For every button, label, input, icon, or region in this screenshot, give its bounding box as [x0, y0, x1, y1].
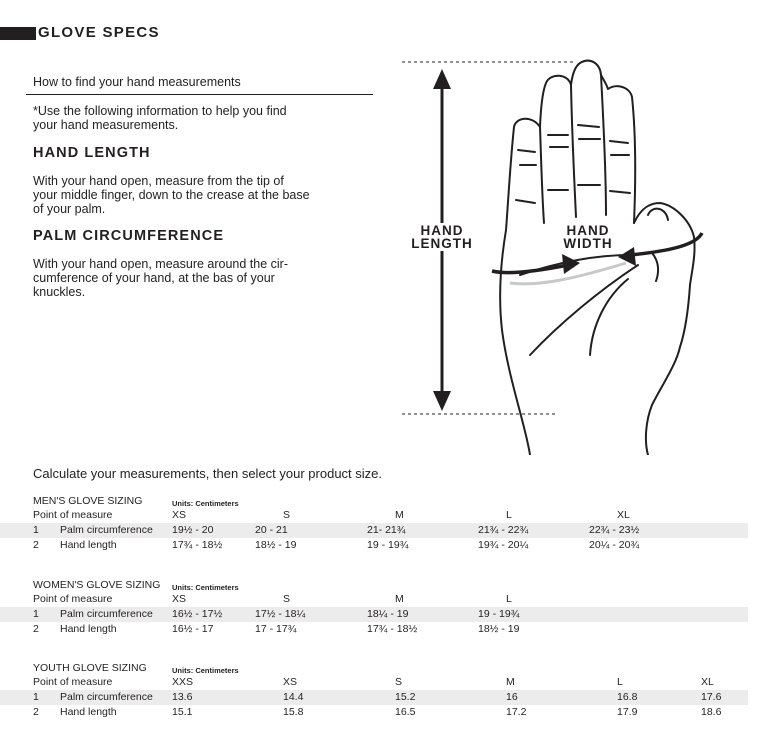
- hand-length-arrow-head-bottom: [433, 391, 451, 411]
- table-cell: 18½ - 19: [478, 623, 520, 635]
- description-line: knuckles.: [33, 285, 86, 299]
- point-of-measure-label: Point of measure: [33, 509, 113, 521]
- intro-heading: How to find your hand measurements: [33, 75, 241, 89]
- table-cell: 20¼ - 20¾: [589, 539, 640, 551]
- table-cell: 17½ - 18¼: [255, 608, 306, 620]
- units-note: Units: Centimeters: [172, 583, 239, 592]
- size-header: M: [395, 509, 404, 521]
- description-line: cumference of your hand, at the bas of your: [33, 271, 275, 285]
- table-cell: 17¾ - 18½: [172, 539, 223, 551]
- table-cell: 18½ - 19: [255, 539, 297, 551]
- table-header-row: [0, 592, 748, 607]
- table-cell: 17¾ - 18½: [367, 623, 418, 635]
- table-cell: 16: [506, 691, 518, 703]
- table-cell: 19 - 19¾: [367, 539, 409, 551]
- units-note: Units: Centimeters: [172, 499, 239, 508]
- size-header: XL: [617, 509, 630, 521]
- size-header: L: [506, 593, 512, 605]
- table-cell: 13.6: [172, 691, 193, 703]
- table-cell: 15.1: [172, 706, 193, 718]
- intro-note: [33, 104, 287, 132]
- table-cell: 16.8: [617, 691, 638, 703]
- palm-circumference-arrow-left: [492, 265, 568, 273]
- size-header: XS: [172, 593, 187, 605]
- size-header: M: [395, 593, 404, 605]
- table-row: [0, 622, 748, 637]
- row-label: Hand length: [60, 706, 117, 718]
- size-header: S: [283, 593, 291, 605]
- point-of-measure-label: Point of measure: [33, 593, 113, 605]
- table-cell: 20 - 21: [255, 524, 288, 536]
- size-header: L: [617, 676, 623, 688]
- palm-circumference-arrow-right: [630, 233, 702, 255]
- size-header: XL: [701, 676, 714, 688]
- description-line: With your hand open, measure around the cir-: [33, 257, 288, 271]
- table-cell: 19 - 19¾: [478, 608, 520, 620]
- table-cell: 15.8: [283, 706, 304, 718]
- palm-circumference-description: [33, 257, 288, 299]
- size-header: L: [506, 509, 512, 521]
- table-row: [0, 523, 748, 538]
- palm-circumference-title: PALM CIRCUMFERENCE: [33, 228, 225, 244]
- hand-length-arrow-head-top: [433, 69, 451, 89]
- hand-length-description: [33, 174, 310, 216]
- table-row: [0, 690, 748, 705]
- size-header: XS: [172, 509, 187, 521]
- palm-circumference-arrowhead-left: [562, 254, 580, 274]
- table-cell: 18¼ - 19: [367, 608, 409, 620]
- table-cell: 21¾ - 22¾: [478, 524, 529, 536]
- description-line: of your palm.: [33, 202, 106, 216]
- hand-outline: [500, 61, 694, 455]
- row-number: 1: [33, 524, 39, 536]
- row-number: 1: [33, 608, 39, 620]
- table-row: [0, 607, 748, 622]
- size-header: S: [283, 509, 291, 521]
- description-line: your middle finger, down to the crease at the base: [33, 188, 310, 202]
- intro-note-line: your hand measurements.: [33, 118, 179, 132]
- row-number: 1: [33, 691, 39, 703]
- table-header-row: [0, 508, 748, 523]
- hand-width-label-line1: HAND: [566, 223, 610, 238]
- page-title: GLOVE SPECS: [38, 24, 160, 41]
- hand-measurement-diagram: [390, 55, 720, 455]
- table-title: YOUTH GLOVE SIZING: [33, 662, 147, 674]
- table-cell: 22¾ - 23½: [589, 524, 640, 536]
- table-cell: 17.2: [506, 706, 527, 718]
- table-cell: 19¾ - 20¼: [478, 539, 529, 551]
- size-header: XS: [283, 676, 298, 688]
- table-cell: 16½ - 17½: [172, 608, 223, 620]
- table-cell: 17.6: [701, 691, 722, 703]
- table-row: [0, 705, 748, 720]
- row-label: Palm circumference: [60, 524, 153, 536]
- table-cell: 16½ - 17: [172, 623, 214, 635]
- row-label: Hand length: [60, 623, 117, 635]
- size-header: XXS: [172, 676, 194, 688]
- table-row: [0, 538, 748, 553]
- description-line: With your hand open, measure from the tip of: [33, 174, 284, 188]
- hand-length-title: HAND LENGTH: [33, 145, 151, 161]
- header-accent-bar: [0, 27, 36, 40]
- size-header: M: [506, 676, 515, 688]
- point-of-measure-label: Point of measure: [33, 676, 113, 688]
- table-cell: 19½ - 20: [172, 524, 214, 536]
- table-cell: 14.4: [283, 691, 304, 703]
- table-title: MEN'S GLOVE SIZING: [33, 495, 143, 507]
- intro-divider: [26, 94, 373, 95]
- table-cell: 15.2: [395, 691, 416, 703]
- size-header: S: [395, 676, 403, 688]
- row-number: 2: [33, 706, 39, 718]
- row-label: Hand length: [60, 539, 117, 551]
- table-header-row: [0, 675, 748, 690]
- table-cell: 21- 21¾: [367, 524, 406, 536]
- table-cell: 17.9: [617, 706, 638, 718]
- row-number: 2: [33, 539, 39, 551]
- table-title: WOMEN'S GLOVE SIZING: [33, 579, 161, 591]
- calculate-instruction: Calculate your measurements, then select your product size.: [33, 466, 383, 481]
- table-cell: 16.5: [395, 706, 416, 718]
- intro-note-line: *Use the following information to help you find: [33, 104, 287, 118]
- hand-length-label-line1: HAND: [420, 223, 464, 238]
- hand-width-label-line2: WIDTH: [563, 236, 613, 251]
- table-cell: 18.6: [701, 706, 722, 718]
- hand-length-label-line2: LENGTH: [411, 236, 473, 251]
- row-number: 2: [33, 623, 39, 635]
- table-cell: 17 - 17¾: [255, 623, 297, 635]
- row-label: Palm circumference: [60, 608, 153, 620]
- row-label: Palm circumference: [60, 691, 153, 703]
- units-note: Units: Centimeters: [172, 666, 239, 675]
